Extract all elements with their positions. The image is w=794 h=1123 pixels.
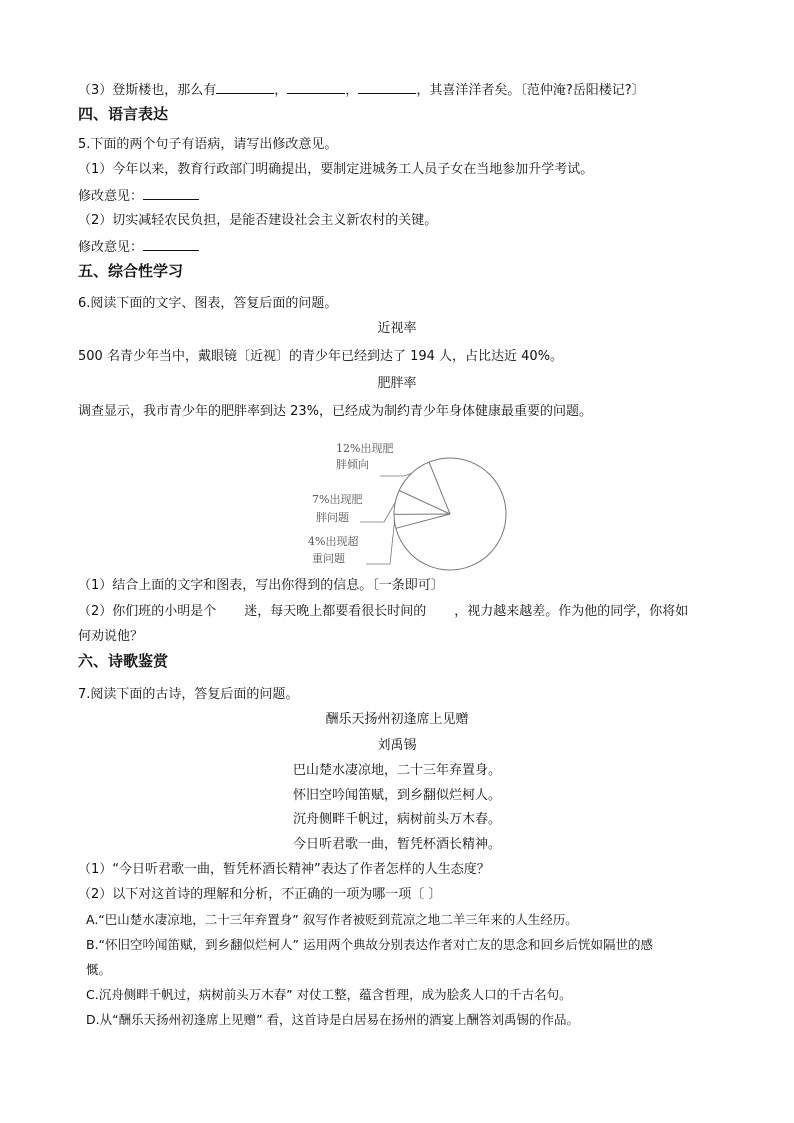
section-heading-4: 四、语言表达	[78, 105, 169, 123]
q3-blank-3[interactable]	[358, 80, 416, 94]
chart-label-1-line-1: 12%出现肥	[336, 442, 394, 455]
q5-edit-label-2: 修改意见：	[78, 240, 144, 255]
poem-line-1: 巴山楚水凄凉地，二十三年弃置身。	[292, 763, 501, 778]
q7-option-a[interactable]: A.“巴山楚水凄凉地，二十三年弃置身” 叙写作者被贬到荒凉之地二羊三年来的人生经历。	[86, 912, 578, 927]
q6-sub-2-part-a: （2）你们班的小明是个	[78, 604, 217, 619]
q7-option-d[interactable]: D.从“酬乐天扬州初逢席上见赠” 看，这首诗是白居易在扬州的酒宴上酬答刘禹锡的作品。	[86, 1012, 580, 1027]
obesity-pie-chart	[300, 438, 510, 573]
q7-option-b-line-1[interactable]: B.“怀旧空吟闻笛赋，到乡翻似烂柯人” 运用两个典故分别表达作者对亡友的思念和回乡后恍如隔世的感	[86, 937, 653, 952]
chart-label-1-line-2: 胖倾向	[336, 458, 369, 471]
q5-edit-line-2	[78, 237, 199, 257]
q3-sep-2: ，	[345, 83, 359, 98]
q5-item-2: （2）切实减轻农民负担，是能否建设社会主义新农村的关键。	[78, 213, 438, 228]
pie-slice-boundary-4	[396, 514, 450, 528]
pie-leader-line-2	[360, 502, 395, 522]
q6-title-obesity: 肥胖率	[377, 376, 417, 391]
chart-label-3-line-1: 4%出现超	[308, 535, 359, 548]
q3-line	[78, 80, 645, 100]
poem-title: 酬乐天扬州初逢席上见赠	[325, 712, 469, 727]
q6-intro: 6.阅读下面的文字、图表，答复后面的问题。	[78, 296, 338, 311]
section-heading-5: 五、综合性学习	[78, 262, 184, 280]
q6-sub-2-part-b: 迷，每天晚上都要看很长时间的	[244, 604, 427, 619]
q5-edit-blank-2[interactable]	[143, 237, 199, 251]
pie-leader-line-3	[366, 521, 395, 564]
q6-title-myopia: 近视率	[377, 321, 417, 336]
q3-blank-1[interactable]	[216, 80, 274, 94]
chart-label-3-line-2: 重问题	[312, 552, 345, 565]
q7-intro: 7.阅读下面的古诗，答复后面的问题。	[78, 687, 299, 702]
q7-sub-1: （1）“今日听君歌一曲，暂凭杯酒长精神”表达了作者怎样的人生态度？	[78, 862, 490, 877]
q7-option-c[interactable]: C.沉舟侧畔千帆过，病树前头万木春” 对仗工整，蕴含哲理，成为脍炙人口的千古名句。	[86, 987, 572, 1002]
chart-label-2-line-1: 7%出现肥	[312, 493, 363, 506]
poem-author: 刘禹锡	[377, 738, 417, 753]
q6-sub-2-part-c: ，视力越来越差。作为他的同学，你将如	[454, 604, 689, 619]
q3-blank-2[interactable]	[287, 80, 345, 94]
q6-sub-2-line-2: 何劝说他？	[78, 629, 144, 644]
section-heading-6: 六、诗歌鉴赏	[78, 652, 169, 670]
q6-text-myopia: 500 名青少年当中，戴眼镜〔近视〕的青少年已经到达了 194 人，占比达近 40%。	[78, 349, 564, 364]
q5-edit-blank-1[interactable]	[143, 186, 199, 200]
q5-edit-line-1	[78, 186, 199, 206]
q6-sub-2-line-1	[78, 603, 688, 621]
poem-line-2: 怀旧空吟闻笛赋，到乡翻似烂柯人。	[292, 788, 501, 803]
poem-line-4: 今日听君歌一曲，暂凭杯酒长精神。	[292, 837, 501, 852]
q5-intro: 5.下面的两个句子有语病，请写出修改意见。	[78, 137, 338, 152]
pie-leader-line-1	[380, 473, 411, 476]
q6-text-obesity: 调查显示，我市青少年的肥胖率到达 23%，已经成为制约青少年身体健康最重要的问题。	[78, 404, 593, 419]
q7-option-b-line-2: 慨。	[86, 962, 112, 977]
q3-text-pre: （3）登斯楼也，那么有	[78, 83, 217, 98]
q3-text-post: ，其喜洋洋者矣。〔范仲淹?岳阳楼记?〕	[416, 83, 645, 98]
poem-line-3: 沉舟侧畔千帆过，病树前头万木春。	[292, 812, 501, 827]
q3-sep-1: ，	[274, 83, 288, 98]
q5-item-1: （1）今年以来，教育行政部门明确提出，要制定进城务工人员子女在当地参加升学考试。	[78, 162, 594, 177]
chart-label-2-line-2: 胖问题	[316, 511, 349, 524]
q6-sub-1: （1）结合上面的文字和图表，写出你得到的信息。〔一条即可〕	[78, 578, 444, 593]
q7-sub-2: （2）以下对这首诗的理解和分析，不正确的一项为哪一项〔 〕	[78, 887, 442, 902]
q5-edit-label-1: 修改意见：	[78, 189, 144, 204]
